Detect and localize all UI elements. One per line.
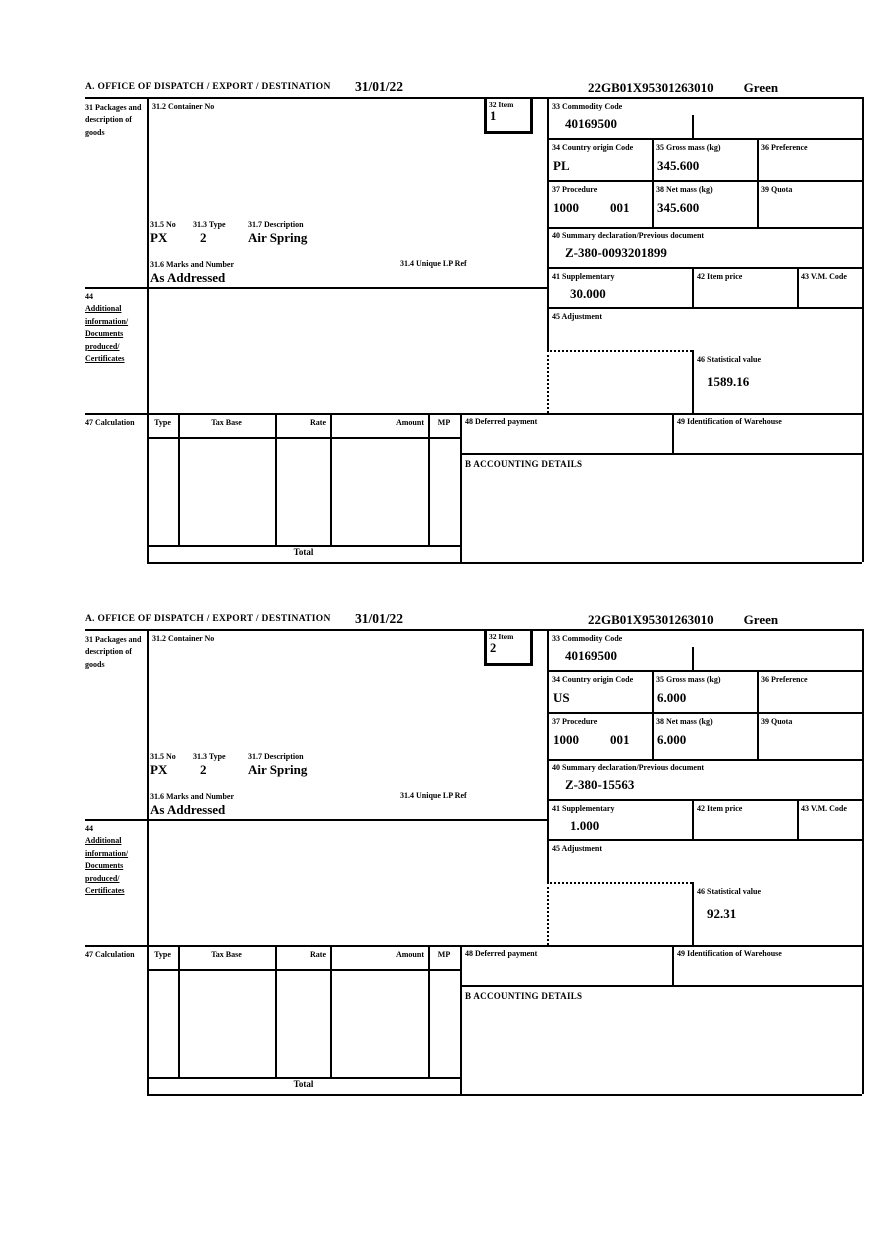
box38-value: 6.000 xyxy=(657,732,687,747)
divider xyxy=(85,819,547,821)
divider xyxy=(652,670,654,759)
box45-label: 45 Adjustment xyxy=(552,312,603,321)
divider xyxy=(85,97,862,99)
box31-6-label: 31.6 Marks and Number xyxy=(150,260,235,269)
box37-ext-value: 001 xyxy=(610,200,630,215)
divider xyxy=(178,945,180,1077)
box31-3-value: 2 xyxy=(200,230,207,245)
divider xyxy=(85,629,862,631)
divider xyxy=(428,945,430,1077)
box31-5-label: 31.5 No xyxy=(150,752,176,761)
divider xyxy=(547,138,862,140)
box48-label: 48 Deferred payment xyxy=(465,949,538,958)
divider xyxy=(862,97,864,562)
box34-value: US xyxy=(553,690,570,705)
box34-label: 34 Country origin Code xyxy=(552,675,634,684)
divider xyxy=(692,350,694,413)
divider xyxy=(275,945,277,1077)
box32-label: 32 Item xyxy=(489,100,514,109)
box43-label: 43 V.M. Code xyxy=(801,272,847,281)
box37-ext-value: 001 xyxy=(610,732,630,747)
box42-label: 42 Item price xyxy=(697,272,743,281)
divider xyxy=(652,138,654,227)
divider xyxy=(547,97,549,350)
divider xyxy=(547,712,862,714)
divider xyxy=(862,629,864,1094)
box46-value: 1589.16 xyxy=(707,374,750,389)
dotted-divider xyxy=(547,882,692,884)
mrn-value: 22GB01X95301263010 xyxy=(588,80,714,95)
box43-label: 43 V.M. Code xyxy=(801,804,847,813)
dotted-divider xyxy=(547,882,549,945)
routing-status: Green xyxy=(743,612,779,627)
calc-col-rate: Rate xyxy=(310,950,326,959)
divider xyxy=(672,413,674,453)
box35-value: 6.000 xyxy=(657,690,687,705)
divider xyxy=(178,413,180,545)
box48-label: 48 Deferred payment xyxy=(465,417,538,426)
total-label: Total xyxy=(293,1079,314,1089)
divider xyxy=(85,945,862,947)
item-section-2 xyxy=(0,611,882,1095)
divider xyxy=(547,227,862,229)
box32-item xyxy=(484,97,533,134)
calc-col-mp: MP xyxy=(437,418,451,427)
box41-label: 41 Supplementary xyxy=(552,272,615,281)
box34-value: PL xyxy=(553,158,570,173)
box49-label: 49 Identification of Warehouse xyxy=(677,949,782,958)
box41-label: 41 Supplementary xyxy=(552,804,615,813)
divider xyxy=(547,629,549,882)
box32-value: 2 xyxy=(490,641,497,655)
box46-label: 46 Statistical value xyxy=(697,355,761,364)
divider xyxy=(428,413,430,545)
box47-label: 47 Calculation xyxy=(85,418,135,427)
box44-number: 44 xyxy=(85,824,93,833)
box35-label: 35 Gross mass (kg) xyxy=(656,143,721,152)
routing-status: Green xyxy=(743,80,779,95)
box41-value: 30.000 xyxy=(570,286,606,301)
box32-value: 1 xyxy=(490,109,497,123)
box34-label: 34 Country origin Code xyxy=(552,143,634,152)
box45-label: 45 Adjustment xyxy=(552,844,603,853)
box31-5-value: PX xyxy=(150,762,168,777)
box41-value: 1.000 xyxy=(570,818,600,833)
office-of-dispatch-label: A. OFFICE OF DISPATCH / EXPORT / DESTINATION xyxy=(85,82,331,92)
dotted-divider xyxy=(547,350,549,413)
box39-label: 39 Quota xyxy=(761,717,793,726)
divider xyxy=(460,985,862,987)
box31-label: 31 Packages and description of goods xyxy=(85,103,142,137)
divider xyxy=(547,307,862,309)
divider xyxy=(547,267,862,269)
divider xyxy=(757,138,759,227)
box31-3-label: 31.3 Type xyxy=(193,220,226,229)
calc-col-mp: MP xyxy=(437,950,451,959)
calc-col-taxbase: Tax Base xyxy=(211,418,242,427)
calc-col-amount: Amount xyxy=(395,418,424,427)
divider xyxy=(85,413,862,415)
box40-value: Z-380-15563 xyxy=(565,777,635,792)
box31-7-value: Air Spring xyxy=(248,230,308,245)
box44-number: 44 xyxy=(85,292,93,301)
box31-3-label: 31.3 Type xyxy=(193,752,226,761)
box39-label: 39 Quota xyxy=(761,185,793,194)
divider xyxy=(547,759,862,761)
divider xyxy=(460,413,462,562)
box44-label: 44 Additional information/ Documents produced/ Certificates xyxy=(85,291,145,365)
box47-label: 47 Calculation xyxy=(85,950,135,959)
box37-label: 37 Procedure xyxy=(552,185,598,194)
divider xyxy=(547,799,862,801)
date-value: 31/01/22 xyxy=(355,611,404,626)
divider xyxy=(757,670,759,759)
total-label: Total xyxy=(293,547,314,557)
mrn-line xyxy=(588,80,778,96)
divider xyxy=(797,267,799,307)
commodity-code-tick xyxy=(692,115,694,138)
box31-7-label: 31.7 Description xyxy=(248,220,304,229)
box44-label: 44 Additional information/ Documents produced/ Certificates xyxy=(85,823,145,897)
box40-value: Z-380-0093201899 xyxy=(565,245,667,260)
dotted-divider xyxy=(547,350,692,352)
divider xyxy=(692,882,694,945)
accounting-details-label: B ACCOUNTING DETAILS xyxy=(465,459,583,469)
accounting-details-label: B ACCOUNTING DETAILS xyxy=(465,991,583,1001)
box42-label: 42 Item price xyxy=(697,804,743,813)
divider xyxy=(147,97,149,562)
item-section-1 xyxy=(0,79,882,563)
box31-3-value: 2 xyxy=(200,762,207,777)
box31-6-label: 31.6 Marks and Number xyxy=(150,792,235,801)
box31-2-label: 31.2 Container No xyxy=(152,102,215,111)
box40-label: 40 Summary declaration/Previous document xyxy=(552,231,705,240)
box31-6-value: As Addressed xyxy=(150,802,226,817)
box37-value: 1000 xyxy=(553,200,579,215)
box31-label: 31 Packages and description of goods xyxy=(85,635,142,669)
box31-4-label: 31.4 Unique LP Ref xyxy=(400,259,467,268)
office-of-dispatch-label: A. OFFICE OF DISPATCH / EXPORT / DESTINATION xyxy=(85,614,331,624)
divider xyxy=(147,629,149,1094)
divider xyxy=(460,945,462,1094)
box46-label: 46 Statistical value xyxy=(697,887,761,896)
box31-7-value: Air Spring xyxy=(248,762,308,777)
box35-value: 345.600 xyxy=(657,158,700,173)
divider xyxy=(147,562,862,564)
divider xyxy=(330,945,332,1077)
box37-value: 1000 xyxy=(553,732,579,747)
divider xyxy=(330,413,332,545)
date-value: 31/01/22 xyxy=(355,79,404,94)
box40-label: 40 Summary declaration/Previous document xyxy=(552,763,705,772)
box31-5-value: PX xyxy=(150,230,168,245)
box38-label: 38 Net mass (kg) xyxy=(656,185,713,194)
box31-7-label: 31.7 Description xyxy=(248,752,304,761)
box36-label: 36 Preference xyxy=(761,143,808,152)
calc-col-amount: Amount xyxy=(395,950,424,959)
box33-value: 40169500 xyxy=(565,648,617,663)
divider xyxy=(547,670,862,672)
commodity-code-tick xyxy=(692,647,694,670)
box31-2-label: 31.2 Container No xyxy=(152,634,215,643)
calc-col-type: Type xyxy=(154,950,171,959)
box38-label: 38 Net mass (kg) xyxy=(656,717,713,726)
box35-label: 35 Gross mass (kg) xyxy=(656,675,721,684)
box33-value: 40169500 xyxy=(565,116,617,131)
divider xyxy=(460,453,862,455)
box32-label: 32 Item xyxy=(489,632,514,641)
box31-5-label: 31.5 No xyxy=(150,220,176,229)
divider xyxy=(547,180,862,182)
divider xyxy=(547,839,862,841)
calc-col-taxbase: Tax Base xyxy=(211,950,242,959)
mrn-value: 22GB01X95301263010 xyxy=(588,612,714,627)
box32-item xyxy=(484,629,533,666)
divider xyxy=(797,799,799,839)
divider xyxy=(692,799,694,839)
divider xyxy=(672,945,674,985)
divider xyxy=(275,413,277,545)
box36-label: 36 Preference xyxy=(761,675,808,684)
calc-col-type: Type xyxy=(154,418,171,427)
box46-value: 92.31 xyxy=(707,906,737,921)
divider xyxy=(147,1094,862,1096)
box37-label: 37 Procedure xyxy=(552,717,598,726)
divider xyxy=(85,287,547,289)
divider xyxy=(692,267,694,307)
divider xyxy=(147,969,460,971)
calc-col-rate: Rate xyxy=(310,418,326,427)
mrn-line xyxy=(588,612,778,628)
box31-6-value: As Addressed xyxy=(150,270,226,285)
box33-label: 33 Commodity Code xyxy=(552,634,623,643)
box38-value: 345.600 xyxy=(657,200,700,215)
box49-label: 49 Identification of Warehouse xyxy=(677,417,782,426)
divider xyxy=(147,437,460,439)
box31-4-label: 31.4 Unique LP Ref xyxy=(400,791,467,800)
box33-label: 33 Commodity Code xyxy=(552,102,623,111)
